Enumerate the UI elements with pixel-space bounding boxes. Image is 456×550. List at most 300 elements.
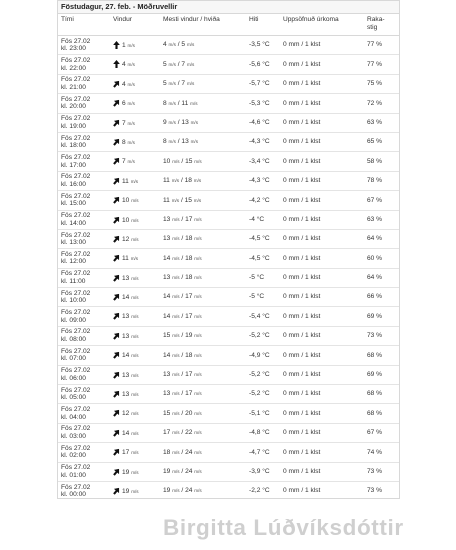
max-wind-unit: m/s [172,255,180,261]
row-date: Fös 27.02 [61,483,91,491]
gust-unit: m/s [190,139,199,145]
wind-unit: m/s [131,488,139,494]
time-cell [58,94,110,113]
max-wind-unit: m/s [172,468,180,474]
wind-speed: 10 [122,216,130,224]
wind-unit: m/s [130,256,139,262]
row-date: Fös 27.02 [61,192,91,200]
precip-cell: 0 mm / 1 klst [280,443,364,462]
wind-speed: 7 [122,158,126,166]
wind-unit: m/s [127,159,135,165]
wind-unit: m/s [131,449,139,455]
humidity-cell: 77 % [364,55,399,74]
wind-cell [110,171,160,190]
row-hour: kl. 15:00 [61,200,86,208]
wind-direction-arrow-icon [113,390,120,398]
table-row [58,94,399,113]
max-wind-cell: 17 m/s / 22 m/s [160,423,246,442]
gust-value: 15 [185,157,193,165]
header-temp: Hiti [246,14,280,36]
row-hour: kl. 19:00 [61,122,86,130]
precip-cell: 0 mm / 1 klst [280,288,364,307]
wind-unit: m/s [131,411,139,417]
gust-unit: m/s [194,488,202,494]
row-date: Fös 27.02 [61,153,91,161]
table-row [58,443,399,462]
gust-unit: m/s [194,410,202,416]
time-cell [58,462,110,481]
row-hour: kl. 23:00 [61,45,86,53]
row-hour: kl. 22:00 [61,64,86,72]
wind-unit: m/s [131,197,139,203]
temp-cell: -5,7 °C [246,74,280,93]
time-cell [58,74,110,93]
precip-cell: 0 mm / 1 klst [280,249,364,268]
humidity-cell: 73 % [364,462,399,481]
max-wind-value: 9 [163,118,167,126]
wind-cell [110,249,160,268]
wind-unit: m/s [127,120,135,126]
row-date: Fös 27.02 [61,95,91,103]
gust-value: 18 [185,254,193,262]
wind-unit: m/s [131,236,139,242]
precip-cell: 0 mm / 1 klst [280,346,364,365]
wind-direction-arrow-icon [113,216,120,224]
row-date: Fös 27.02 [61,115,91,123]
row-date: Fös 27.02 [61,231,91,239]
precip-cell: 0 mm / 1 klst [280,152,364,171]
wind-cell [110,404,160,423]
row-hour: kl. 07:00 [61,355,86,363]
gust-value: 17 [185,312,193,320]
gust-value: 18 [185,274,193,282]
humidity-cell: 75 % [364,74,399,93]
wind-cell [110,229,160,248]
wind-direction-arrow-icon [113,448,120,456]
max-wind-unit: m/s [168,119,176,125]
wind-direction-arrow-icon [113,409,120,417]
time-cell [58,36,110,55]
wind-direction-arrow-icon [113,80,120,88]
wind-direction-arrow-icon [113,254,120,262]
max-wind-value: 19 [163,467,171,475]
row-hour: kl. 00:00 [61,491,86,499]
row-hour: kl. 12:00 [61,258,86,266]
wind-direction-arrow-icon [113,332,120,340]
max-wind-cell: 15 m/s / 19 m/s [160,326,246,345]
time-cell [58,210,110,229]
max-wind-unit: m/s [168,42,176,48]
table-row [58,288,399,307]
row-date: Fös 27.02 [61,347,91,355]
max-wind-value: 14 [163,254,171,262]
row-hour: kl. 01:00 [61,471,86,479]
max-wind-value: 15 [163,409,171,417]
humidity-cell: 65 % [364,132,399,151]
max-wind-unit: m/s [171,197,180,203]
gust-value: 24 [185,487,193,495]
row-date: Fös 27.02 [61,425,91,433]
wind-direction-arrow-icon [113,60,120,68]
temp-cell: -2,2 °C [246,481,280,499]
row-hour: kl. 20:00 [61,103,86,111]
max-wind-unit: m/s [168,61,176,67]
wind-cell [110,74,160,93]
time-cell [58,171,110,190]
wind-direction-arrow-icon [113,487,120,495]
max-wind-cell: 15 m/s / 20 m/s [160,404,246,423]
gust-value: 24 [185,467,193,475]
table-row [58,268,399,287]
humidity-cell: 69 % [364,365,399,384]
time-cell [58,443,110,462]
gust-value: 18 [184,177,192,185]
wind-unit: m/s [131,314,139,320]
gust-unit: m/s [190,100,198,106]
gust-value: 11 [181,99,189,107]
max-wind-value: 5 [163,60,167,68]
wind-speed: 13 [122,274,130,282]
wind-cell [110,462,160,481]
gust-unit: m/s [194,294,202,300]
humidity-cell: 78 % [364,171,399,190]
wind-speed: 4 [122,61,126,69]
wind-direction-arrow-icon [113,99,120,107]
temp-cell: -4,9 °C [246,346,280,365]
wind-direction-arrow-icon [113,468,120,476]
table-row [58,307,399,326]
precip-cell: 0 mm / 1 klst [280,307,364,326]
table-row [58,423,399,442]
humidity-cell: 63 % [364,210,399,229]
wind-unit: m/s [127,100,135,106]
humidity-cell: 73 % [364,326,399,345]
precip-cell: 0 mm / 1 klst [280,404,364,423]
humidity-cell: 68 % [364,385,399,404]
wind-unit: m/s [131,217,139,223]
watermark-text: Birgitta Lúðvíksdóttir [163,515,404,540]
precip-cell: 0 mm / 1 klst [280,55,364,74]
time-cell [58,229,110,248]
max-wind-unit: m/s [172,216,180,222]
max-wind-value: 4 [163,41,167,49]
gust-value: 5 [181,41,186,49]
max-wind-cell: 14 m/s / 17 m/s [160,307,246,326]
gust-unit: m/s [194,391,202,397]
row-hour: kl. 13:00 [61,239,86,247]
temp-cell: -5,2 °C [246,385,280,404]
wind-direction-arrow-icon [113,274,120,282]
table-row [58,55,399,74]
gust-unit: m/s [194,255,202,261]
temp-cell: -4,8 °C [246,423,280,442]
wind-speed: 14 [122,352,130,360]
wind-cell [110,268,160,287]
row-hour: kl. 14:00 [61,219,86,227]
max-wind-value: 11 [163,196,170,204]
precip-cell: 0 mm / 1 klst [280,462,364,481]
gust-unit: m/s [194,352,202,358]
precip-cell: 0 mm / 1 klst [280,171,364,190]
table-row [58,191,399,210]
precip-cell: 0 mm / 1 klst [280,94,364,113]
max-wind-cell: 13 m/s / 17 m/s [160,210,246,229]
header-precip: Uppsöfnuð úrkoma [280,14,364,36]
max-wind-unit: m/s [172,352,180,358]
max-wind-unit: m/s [172,488,180,494]
gust-value: 22 [185,429,193,437]
wind-speed: 17 [122,448,130,456]
table-row [58,113,399,132]
row-date: Fös 27.02 [61,309,91,317]
max-wind-cell: 14 m/s / 17 m/s [160,288,246,307]
gust-value: 18 [185,235,193,243]
row-hour: kl. 08:00 [61,336,86,344]
time-cell [58,191,110,210]
wind-unit: m/s [130,178,139,184]
precip-cell: 0 mm / 1 klst [280,326,364,345]
wind-cell [110,191,160,210]
wind-cell [110,152,160,171]
gust-unit: m/s [186,61,195,67]
max-wind-unit: m/s [172,333,180,339]
precip-cell: 0 mm / 1 klst [280,132,364,151]
row-hour: kl. 04:00 [61,413,86,421]
table-row [58,171,399,190]
max-wind-cell: 18 m/s / 24 m/s [160,443,246,462]
header-wind: Vindur [110,14,160,36]
wind-speed: 11 [122,177,129,185]
gust-unit: m/s [194,333,202,339]
wind-cell [110,94,160,113]
wind-unit: m/s [127,139,135,145]
gust-value: 17 [185,215,193,223]
precip-cell: 0 mm / 1 klst [280,191,364,210]
wind-direction-arrow-icon [113,429,120,437]
max-wind-value: 13 [163,215,171,223]
max-wind-value: 8 [163,138,167,146]
max-wind-unit: m/s [172,410,180,416]
time-cell [58,385,110,404]
max-wind-value: 14 [163,312,171,320]
row-date: Fös 27.02 [61,289,91,297]
forecast-table [58,14,399,499]
temp-cell: -5,3 °C [246,94,280,113]
wind-speed: 13 [122,313,130,321]
humidity-cell: 58 % [364,152,399,171]
max-wind-value: 14 [163,293,171,301]
humidity-cell: 64 % [364,268,399,287]
wind-speed: 11 [122,255,129,263]
temp-cell: -4,5 °C [246,229,280,248]
max-wind-cell: 11 m/s / 18 m/s [160,171,246,190]
wind-direction-arrow-icon [113,196,120,204]
row-hour: kl. 03:00 [61,433,86,440]
time-cell [58,326,110,345]
time-cell [58,481,110,499]
precip-cell: 0 mm / 1 klst [280,229,364,248]
gust-value: 17 [185,293,193,301]
gust-value: 7 [181,60,186,68]
row-date: Fös 27.02 [61,56,91,64]
max-wind-cell: 9 m/s / 13 m/s [160,113,246,132]
row-hour: kl. 16:00 [61,180,86,188]
humidity-cell: 77 % [364,36,399,55]
wind-speed: 7 [122,119,126,127]
header-max-wind: Mesti vindur / hviða [160,14,246,36]
max-wind-unit: m/s [172,391,180,397]
wind-cell [110,210,160,229]
max-wind-cell: 14 m/s / 18 m/s [160,249,246,268]
max-wind-value: 8 [163,99,167,107]
max-wind-unit: m/s [168,100,176,106]
header-humidity [364,14,399,36]
max-wind-value: 13 [163,274,171,282]
max-wind-cell: 19 m/s / 24 m/s [160,481,246,499]
humidity-cell: 72 % [364,94,399,113]
row-date: Fös 27.02 [61,250,91,258]
row-date: Fös 27.02 [61,270,91,278]
table-row [58,249,399,268]
humidity-cell: 60 % [364,249,399,268]
gust-unit: m/s [194,158,202,164]
wind-cell [110,443,160,462]
row-date: Fös 27.02 [61,367,91,375]
max-wind-value: 11 [163,177,170,185]
header-time: Tími [58,14,110,36]
wind-unit: m/s [127,62,135,68]
temp-cell: -4,2 °C [246,191,280,210]
max-wind-unit: m/s [172,372,180,378]
temp-cell: -4 °C [246,210,280,229]
time-cell [58,249,110,268]
max-wind-unit: m/s [172,430,180,436]
precip-cell: 0 mm / 1 klst [280,365,364,384]
humidity-cell: 74 % [364,443,399,462]
temp-cell: -4,5 °C [246,249,280,268]
row-hour: kl. 11:00 [61,277,86,285]
row-hour: kl. 21:00 [61,83,86,91]
wind-unit: m/s [131,372,139,378]
wind-cell [110,481,160,499]
row-hour: kl. 17:00 [61,161,86,169]
wind-direction-arrow-icon [113,138,120,146]
gust-unit: m/s [194,430,202,436]
gust-unit: m/s [194,216,202,222]
wind-speed: 19 [122,468,130,476]
forecast-panel [57,0,400,499]
header-humidity-line2: stig [367,24,378,31]
gust-unit: m/s [194,236,202,242]
max-wind-value: 13 [163,371,171,379]
time-cell [58,423,110,442]
temp-cell: -4,3 °C [246,171,280,190]
time-cell [58,346,110,365]
wind-unit: m/s [131,275,139,281]
wind-cell [110,346,160,365]
humidity-cell: 67 % [364,191,399,210]
row-hour: kl. 06:00 [61,374,86,382]
humidity-cell: 69 % [364,307,399,326]
temp-cell: -5,4 °C [246,307,280,326]
wind-speed: 19 [122,487,130,495]
wind-unit: m/s [131,333,139,339]
wind-direction-arrow-icon [113,119,120,127]
gust-unit: m/s [194,449,202,455]
header-humidity-line1: Raka- [367,16,385,23]
wind-unit: m/s [127,42,135,48]
table-row [58,229,399,248]
temp-cell: -4,7 °C [246,443,280,462]
gust-value: 7 [181,80,186,88]
wind-cell [110,113,160,132]
gust-value: 15 [184,196,192,204]
wind-speed: 1 [122,41,126,49]
time-cell [58,288,110,307]
row-date: Fös 27.02 [61,134,91,142]
max-wind-cell: 8 m/s / 11 m/s [160,94,246,113]
row-hour: kl. 18:00 [61,142,86,150]
temp-cell: -5,1 °C [246,404,280,423]
table-row [58,481,399,499]
wind-cell [110,55,160,74]
table-header-row [58,14,399,36]
wind-speed: 4 [122,80,126,88]
gust-value: 13 [181,118,189,126]
table-row [58,210,399,229]
row-date: Fös 27.02 [61,464,91,472]
wind-cell [110,36,160,55]
row-date: Fös 27.02 [61,37,91,45]
wind-cell [110,288,160,307]
time-cell [58,404,110,423]
wind-direction-arrow-icon [113,371,120,379]
temp-cell: -5 °C [246,268,280,287]
table-row [58,385,399,404]
row-hour: kl. 05:00 [61,394,86,402]
max-wind-cell: 13 m/s / 17 m/s [160,385,246,404]
wind-speed: 13 [122,332,130,340]
row-date: Fös 27.02 [61,173,91,181]
max-wind-cell: 11 m/s / 15 m/s [160,191,246,210]
humidity-cell: 68 % [364,346,399,365]
time-cell [58,132,110,151]
temp-cell: -4,6 °C [246,113,280,132]
max-wind-cell: 14 m/s / 18 m/s [160,346,246,365]
wind-cell [110,423,160,442]
wind-unit: m/s [131,294,139,300]
row-date: Fös 27.02 [61,76,91,84]
gust-value: 13 [181,138,189,146]
gust-unit: m/s [193,197,202,203]
table-row [58,365,399,384]
wind-direction-arrow-icon [113,312,120,320]
wind-cell [110,307,160,326]
precip-cell: 0 mm / 1 klst [280,423,364,442]
time-cell [58,365,110,384]
max-wind-cell: 10 m/s / 15 m/s [160,152,246,171]
humidity-cell: 66 % [364,288,399,307]
wind-speed: 6 [122,99,126,107]
wind-speed: 14 [122,293,130,301]
wind-speed: 10 [122,196,130,204]
gust-value: 19 [185,332,193,340]
forecast-title: Föstudagur, 27. feb. - Möðruvellir [58,1,399,14]
max-wind-unit: m/s [172,449,180,455]
wind-speed: 13 [122,390,130,398]
max-wind-cell: 8 m/s / 13 m/s [160,132,246,151]
wind-cell [110,132,160,151]
